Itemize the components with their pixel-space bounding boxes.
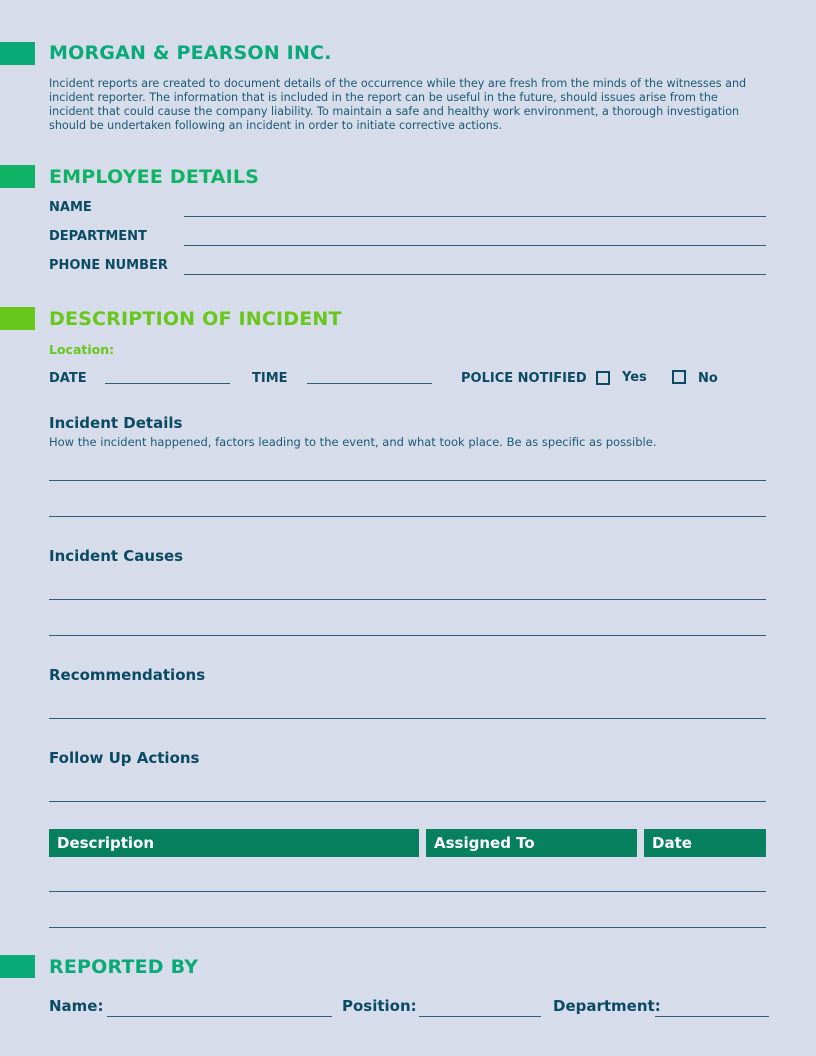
reported-name-field[interactable] <box>107 1016 332 1017</box>
incident-details-hint: How the incident happened, factors leading to the event, and what took place. Be as specific as possible. <box>49 435 657 449</box>
table-header-description: Description <box>49 829 419 857</box>
table-row-line-2[interactable] <box>49 927 766 928</box>
incident-causes-line-2[interactable] <box>49 635 766 636</box>
reported-name-label: Name: <box>49 997 104 1015</box>
date-field[interactable] <box>105 383 230 384</box>
phone-number-field[interactable] <box>184 274 766 275</box>
reported-department-field[interactable] <box>655 1016 769 1017</box>
police-notified-label: POLICE NOTIFIED <box>461 371 587 386</box>
no-label: No <box>698 371 718 386</box>
time-field[interactable] <box>307 383 432 384</box>
header-accent-bar <box>0 42 35 65</box>
reported-by-heading: REPORTED BY <box>49 956 199 978</box>
table-row-line-1[interactable] <box>49 891 766 892</box>
table-header-assigned-to: Assigned To <box>426 829 637 857</box>
employee-details-heading: EMPLOYEE DETAILS <box>49 166 260 188</box>
yes-label: Yes <box>622 370 647 385</box>
date-label: DATE <box>49 371 87 386</box>
incident-details-title: Incident Details <box>49 414 183 432</box>
recommendations-line[interactable] <box>49 718 766 719</box>
no-checkbox[interactable] <box>672 370 686 384</box>
company-name: MORGAN & PEARSON INC. <box>49 42 332 64</box>
incident-details-line-2[interactable] <box>49 516 766 517</box>
incident-heading: DESCRIPTION OF INCIDENT <box>49 308 342 330</box>
incident-accent-bar <box>0 307 35 330</box>
intro-paragraph: Incident reports are created to document details of the occurrence while they are fresh from the minds of the witnesses and incident reporter. The information that is included in the report can be useful in the future, should issues arise from the incident that could cause the company liability. To maintain a safe and healthy work environment, a thorough investigation should be undertaken following an incident in order to initiate corrective actions. <box>49 77 747 132</box>
incident-causes-title: Incident Causes <box>49 547 184 565</box>
follow-up-line[interactable] <box>49 801 766 802</box>
yes-checkbox[interactable] <box>596 371 610 385</box>
incident-causes-line-1[interactable] <box>49 599 766 600</box>
reported-accent-bar <box>0 955 35 978</box>
name-label: NAME <box>49 200 92 215</box>
name-field[interactable] <box>184 216 766 217</box>
department-label: DEPARTMENT <box>49 229 147 244</box>
follow-up-title: Follow Up Actions <box>49 749 200 767</box>
time-label: TIME <box>252 371 288 386</box>
department-field[interactable] <box>184 245 766 246</box>
location-label: Location: <box>49 342 115 357</box>
table-header-date: Date <box>644 829 766 857</box>
reported-position-label: Position: <box>342 997 417 1015</box>
phone-number-label: PHONE NUMBER <box>49 258 168 273</box>
incident-details-line-1[interactable] <box>49 480 766 481</box>
recommendations-title: Recommendations <box>49 666 206 684</box>
reported-position-field[interactable] <box>419 1016 541 1017</box>
employee-accent-bar <box>0 165 35 188</box>
reported-department-label: Department: <box>553 997 661 1015</box>
